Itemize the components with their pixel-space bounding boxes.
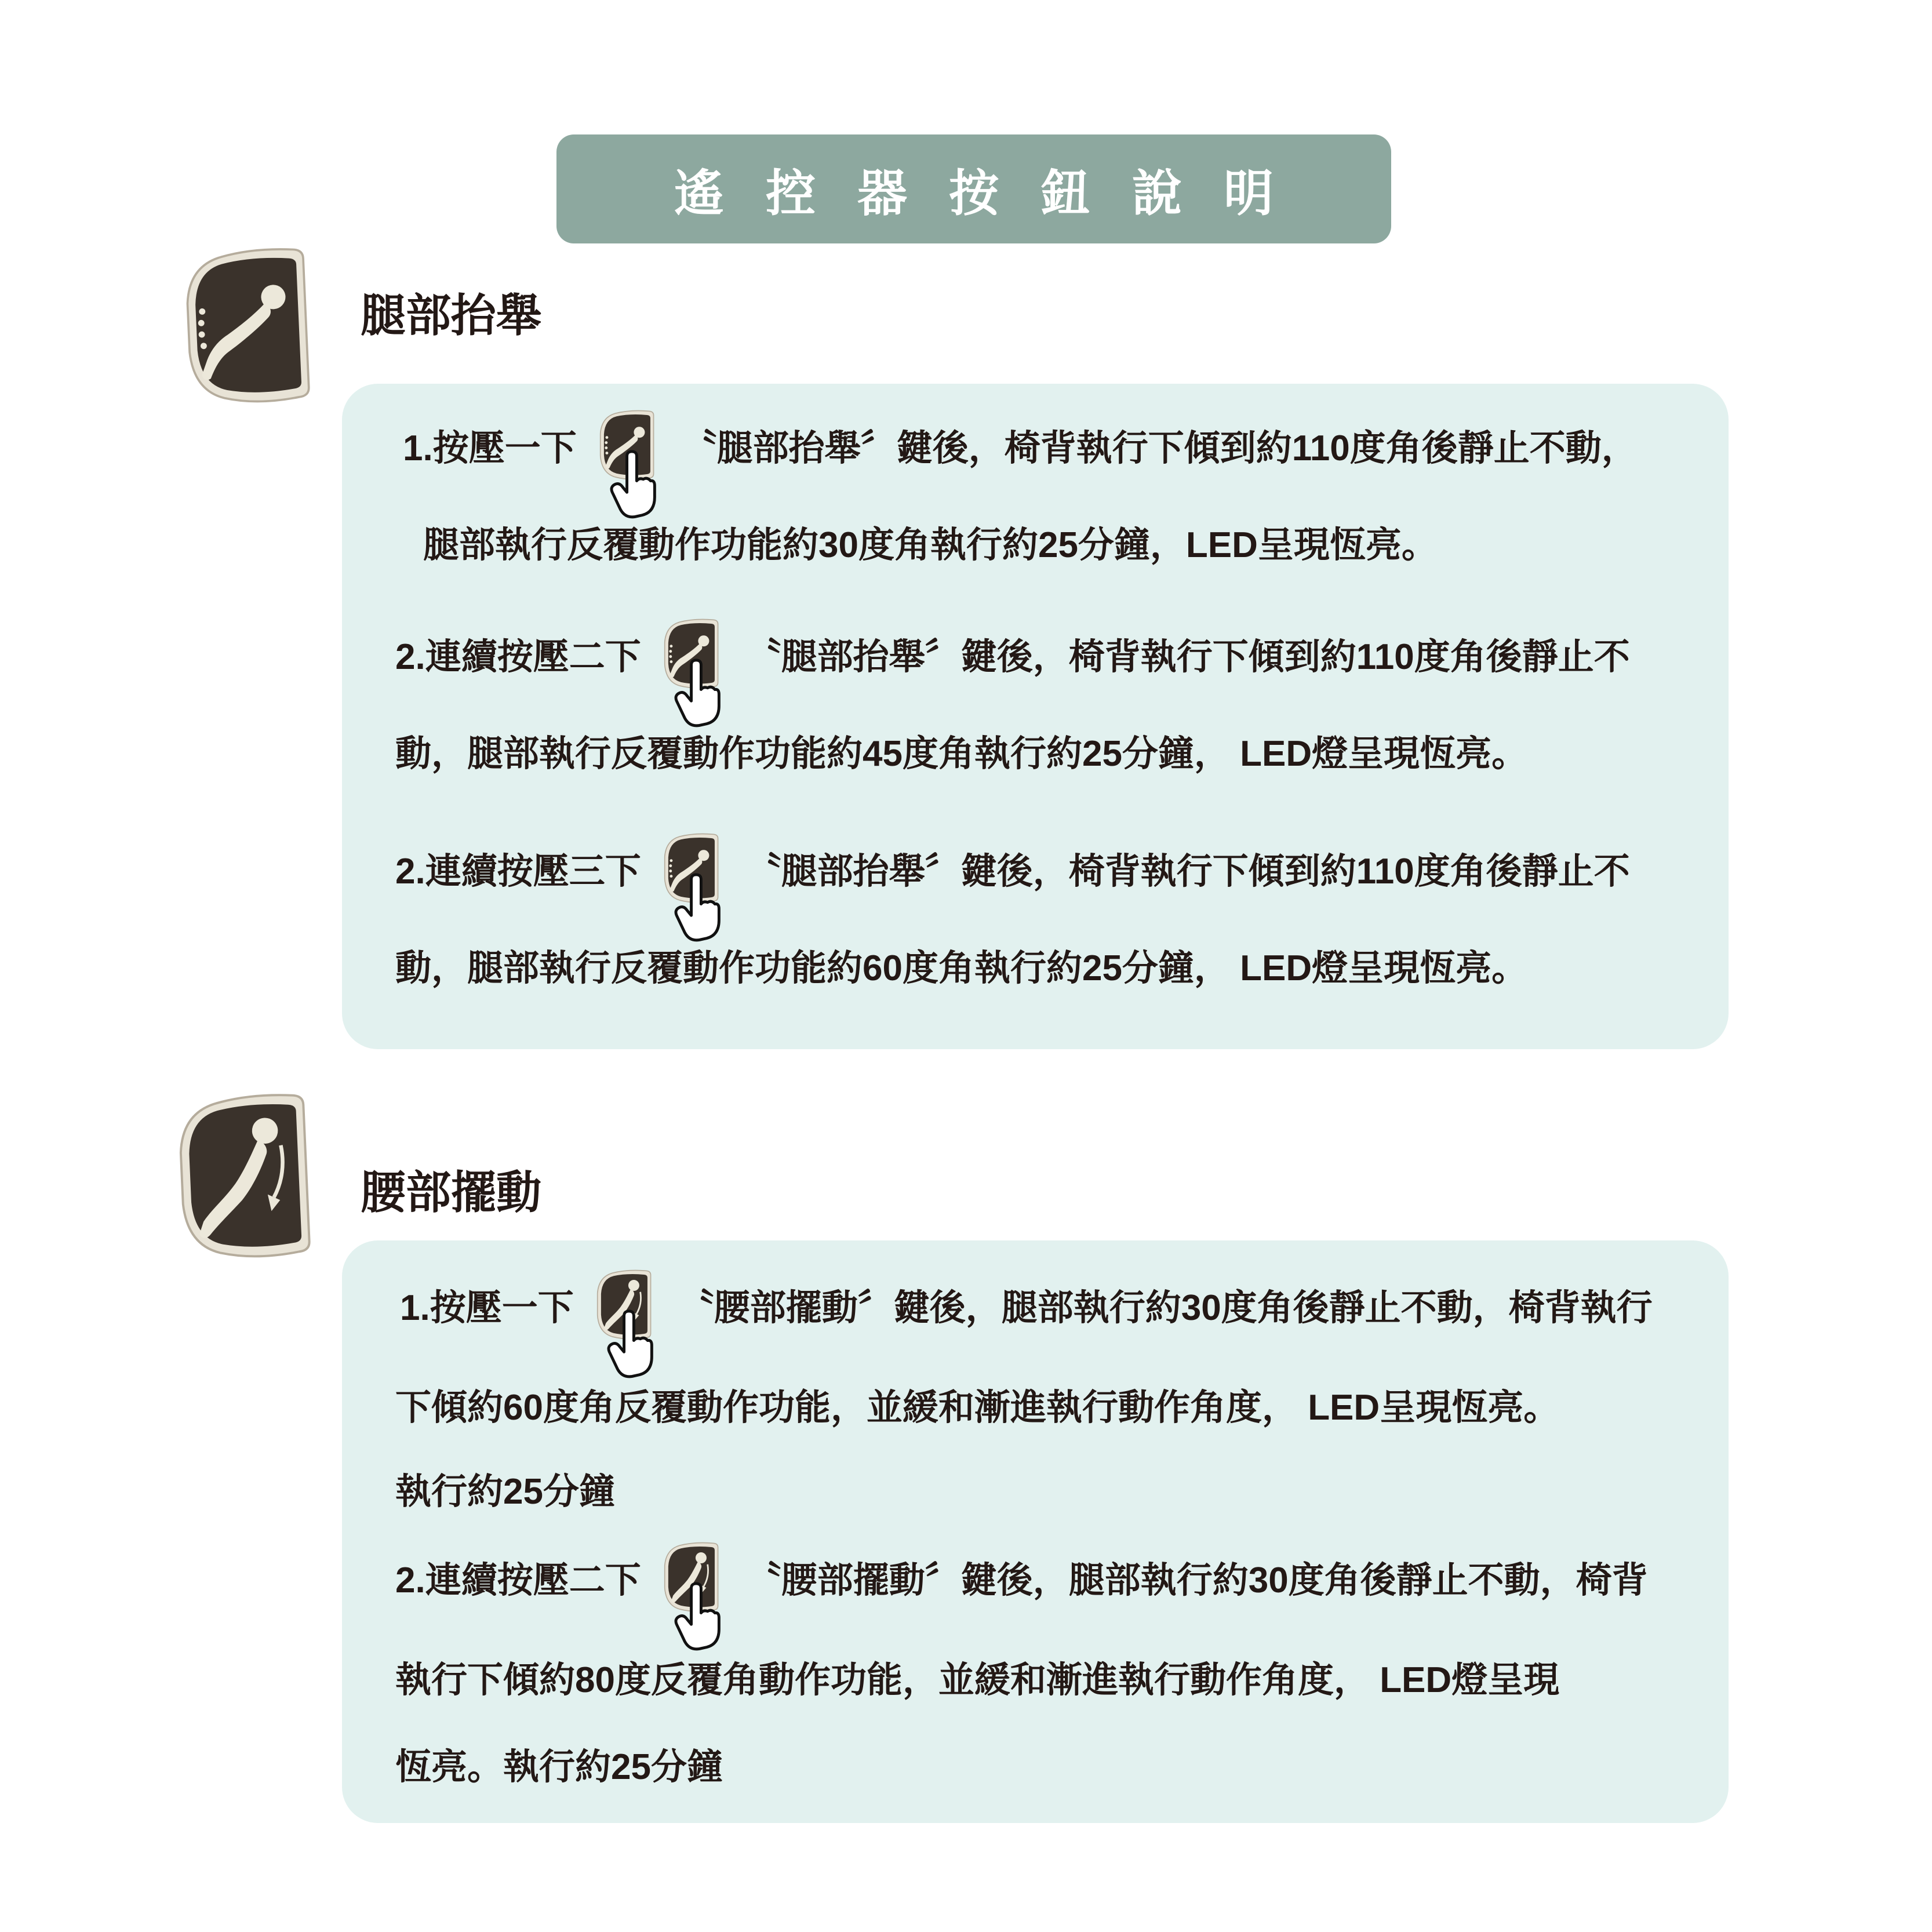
instruction-row: [395, 821, 1630, 914]
instruction-text: 〝腿部抬舉〞鍵後，椅背執行下傾到約110度角後靜止不: [745, 636, 1630, 677]
instruction-text: 下傾約60度角反覆動作功能，並緩和漸進執行動作角度， LED呈現恆亮。: [395, 1388, 1560, 1428]
waist-swing-key-icon: [661, 1540, 726, 1613]
section-label-leg-lift: 腿部抬舉: [361, 290, 542, 341]
instruction-text: 執行約25分鐘: [395, 1472, 615, 1512]
waist-swing-button-image: [169, 1087, 328, 1263]
instruction-text: 〝腰部擺動〞鍵後，腿部執行約30度角後靜止不動，椅背: [745, 1560, 1648, 1600]
leg-lift-key-icon: [596, 408, 661, 481]
instruction-text: 〝腰部擺動〞鍵後，腿部執行約30度角後靜止不動，椅背執行: [678, 1287, 1653, 1328]
page-title: 遙控器按鈕說明: [674, 166, 1315, 221]
section-label-waist-swing: 腰部擺動: [361, 1167, 542, 1218]
instruction-box-waist-swing: [342, 1240, 1729, 1823]
leg-lift-key-icon: [661, 831, 726, 904]
header-banner: [556, 134, 1391, 243]
leg-lift-button-image: [175, 243, 328, 407]
instruction-text: 〝腿部抬舉〞鍵後，椅背執行下傾到約110度角後靜止不動，: [681, 428, 1638, 468]
instruction-text: 執行下傾約80度反覆角動作功能，並緩和漸進執行動作角度， LED燈呈現: [395, 1660, 1560, 1700]
instruction-row: [403, 398, 1638, 491]
instruction-prefix: 2.連續按壓二下: [395, 1560, 641, 1600]
instruction-prefix: 1.按壓一下: [403, 428, 577, 468]
instruction-box-leg-lift: [342, 384, 1729, 1049]
instruction-text: 動，腿部執行反覆動作功能約45度角執行約25分鐘， LED燈呈現恆亮。: [395, 734, 1528, 774]
leg-lift-key-icon: [661, 617, 726, 690]
instruction-row: [400, 1258, 1653, 1351]
instruction-row: [395, 1530, 1648, 1623]
instruction-text: 〝腿部抬舉〞鍵後，椅背執行下傾到約110度角後靜止不: [745, 851, 1630, 892]
waist-swing-key-icon: [594, 1268, 658, 1341]
press-hand-icon: [603, 1308, 655, 1382]
press-hand-icon: [670, 657, 722, 732]
instruction-row: [395, 607, 1630, 700]
press-hand-icon: [670, 1581, 722, 1655]
instruction-prefix: 2.連續按壓二下: [395, 636, 641, 677]
instruction-prefix: 2.連續按壓三下: [395, 851, 641, 892]
instruction-text: 恆亮。執行約25分鐘: [395, 1747, 723, 1787]
instruction-text: 動，腿部執行反覆動作功能約60度角執行約25分鐘， LED燈呈現恆亮。: [395, 948, 1528, 988]
instruction-text: 腿部執行反覆動作功能約30度角執行約25分鐘，LED呈現恆亮。: [423, 525, 1438, 565]
instruction-prefix: 1.按壓一下: [400, 1287, 574, 1328]
press-hand-icon: [670, 872, 722, 946]
press-hand-icon: [606, 449, 658, 523]
